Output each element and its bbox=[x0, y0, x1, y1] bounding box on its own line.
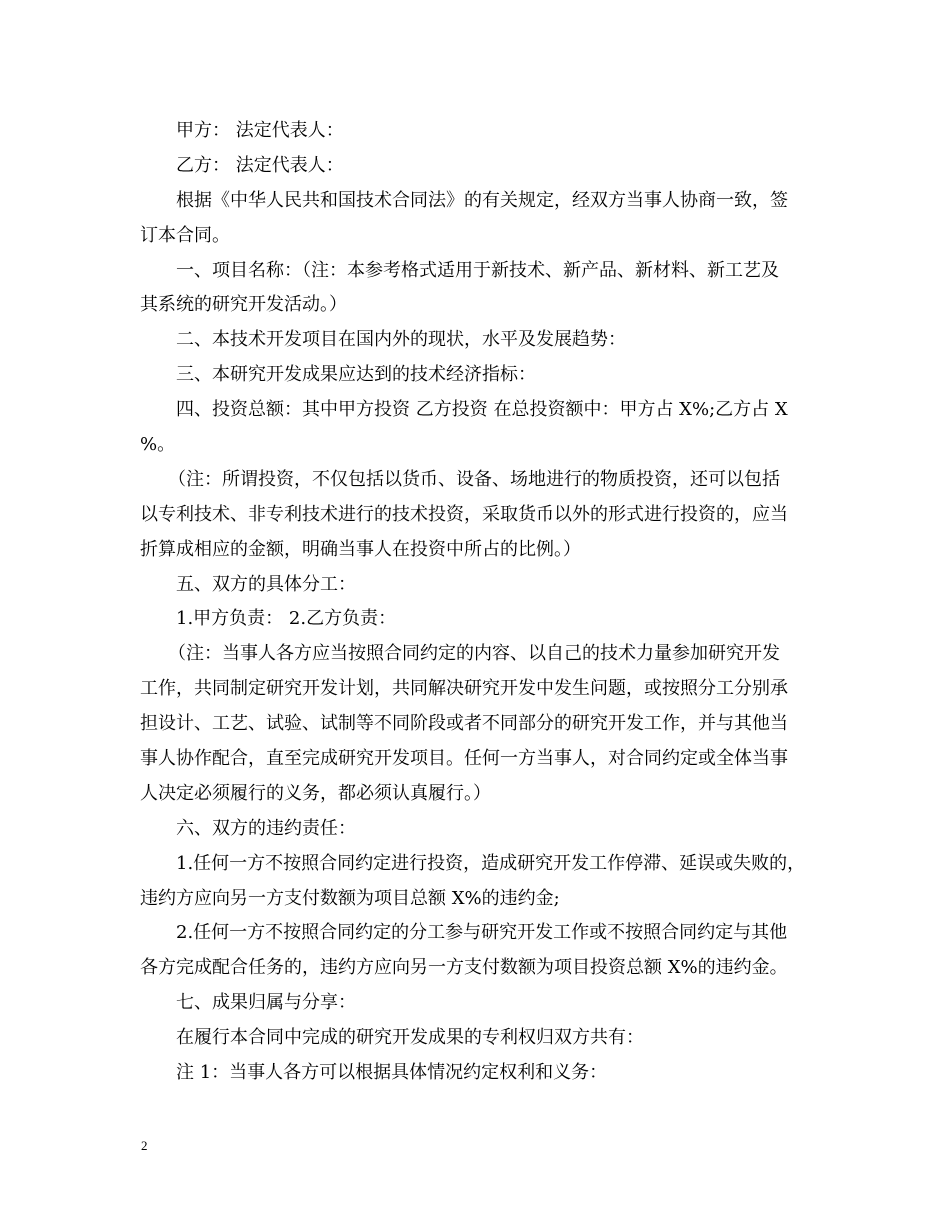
preamble-line-2: 订本合同。 bbox=[140, 224, 230, 246]
note-division-line-1: （注：当事人各方应当按照合同约定的内容、以自己的技术力量参加研究开发 bbox=[168, 643, 780, 665]
breach-item-2-line-2: 各方完成配合任务的，违约方应向另一方支付数额为项目投资总额 X%的违约金。 bbox=[140, 957, 788, 979]
note-division-line-5: 人决定必须履行的义务，都必须认真履行。） bbox=[140, 782, 491, 804]
section-1-line-1: 一、项目名称：（注：本参考格式适用于新技术、新产品、新材料、新工艺及 bbox=[176, 259, 779, 281]
section-3-line: 三、本研究开发成果应达到的技术经济指标： bbox=[176, 364, 536, 386]
page-number: 2 bbox=[141, 1138, 148, 1153]
section-2-line: 二、本技术开发项目在国内外的现状，水平及发展趋势： bbox=[176, 329, 626, 351]
section-1-line-2: 其系统的研究开发活动。） bbox=[140, 294, 347, 316]
section-7-line: 七、成果归属与分享： bbox=[176, 992, 356, 1014]
document-body bbox=[140, 114, 812, 1091]
note-division-line-2: 工作，共同制定研究开发计划，共同解决研究开发中发生问题，或按照分工分别承 bbox=[140, 678, 788, 700]
ownership-line: 在履行本合同中完成的研究开发成果的专利权归双方共有： bbox=[176, 1027, 644, 1049]
note-investment-line-2: 以专利技术、非专利技术进行的技术投资，采取货币以外的形式进行投资的，应当 bbox=[140, 503, 788, 525]
party-a-line: 甲方： 法定代表人： bbox=[176, 120, 344, 141]
responsibility-line: 1.甲方负责： 2.乙方负责： bbox=[176, 608, 397, 630]
section-5-line: 五、双方的具体分工： bbox=[176, 573, 356, 595]
note-1-line: 注 1：当事人各方可以根据具体情况约定权利和义务： bbox=[176, 1062, 608, 1084]
section-4-line-2: %。 bbox=[140, 434, 176, 456]
breach-item-2-line-1: 2.任何一方不按照合同约定的分工参与研究开发工作或不按照合同约定与其他 bbox=[176, 922, 788, 944]
breach-item-1-line-2: 违约方应向另一方支付数额为项目总额 X%的违约金; bbox=[140, 887, 560, 909]
breach-item-1-line-1: 1.任何一方不按照合同约定进行投资，造成研究开发工作停滞、延误或失败的， bbox=[176, 852, 806, 874]
note-investment-line-3: 折算成相应的金额，明确当事人在投资中所占的比例。） bbox=[140, 538, 581, 560]
note-division-line-4: 事人协作配合，直至完成研究开发项目。任何一方当事人，对合同约定或全体当事 bbox=[140, 748, 788, 770]
note-investment-line-1: （注：所谓投资，不仅包括以货币、设备、场地进行的物质投资，还可以包括 bbox=[168, 468, 780, 490]
note-division-line-3: 担设计、工艺、试验、试制等不同阶段或者不同部分的研究开发工作，并与其他当 bbox=[140, 713, 788, 735]
preamble-line-1: 根据《中华人民共和国技术合同法》的有关规定，经双方当事人协商一致，签 bbox=[176, 189, 788, 211]
party-b-line: 乙方： 法定代表人： bbox=[176, 154, 344, 176]
section-4-line-1: 四、投资总额：其中甲方投资 乙方投资 在总投资额中：甲方占 X%;乙方占 X bbox=[176, 399, 788, 421]
section-6-line: 六、双方的违约责任： bbox=[176, 817, 356, 839]
